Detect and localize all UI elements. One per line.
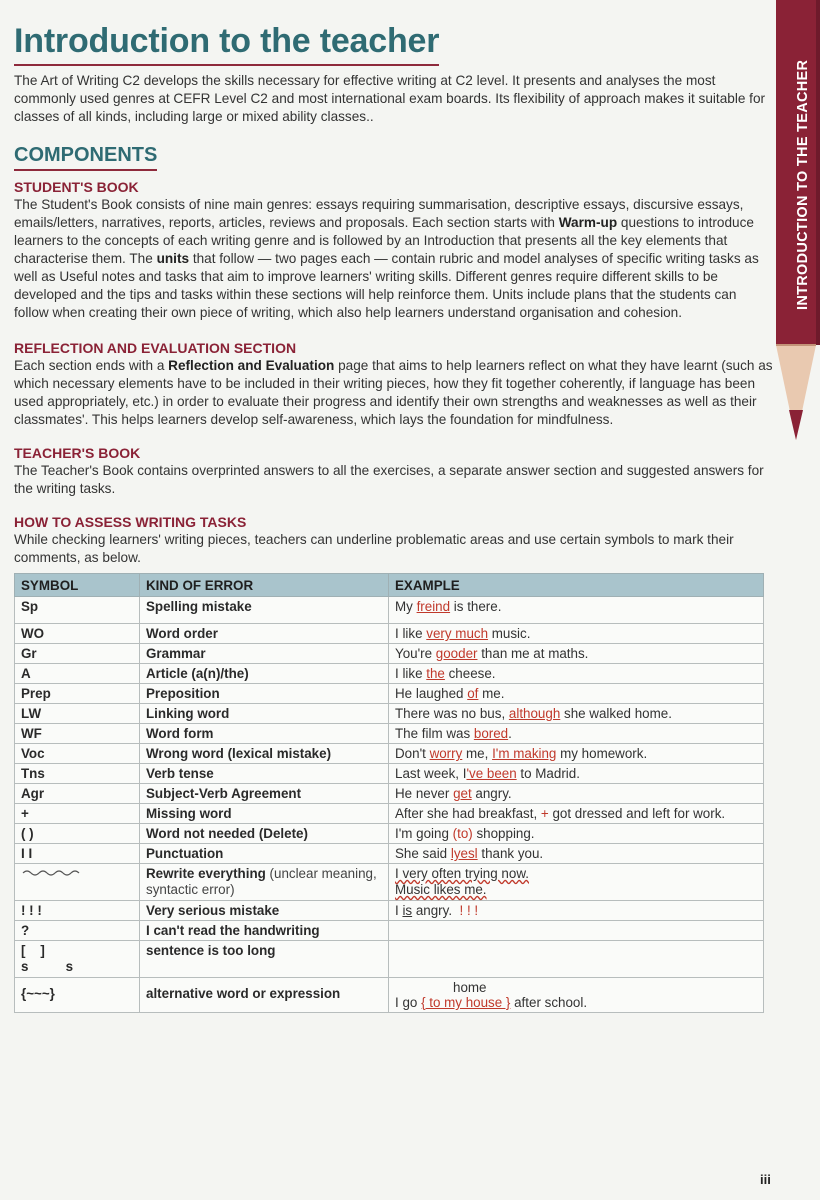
- error-highlight: 've been: [466, 766, 517, 781]
- error-highlight: freind: [416, 599, 451, 614]
- error-highlight: +: [540, 806, 549, 821]
- table-row: [15, 844, 764, 864]
- example-text: music.: [488, 626, 531, 641]
- symbol-cell: [15, 864, 140, 901]
- example-cell: [389, 824, 764, 844]
- kind-cell: Grammar: [140, 644, 389, 664]
- example-text: I like: [395, 666, 427, 681]
- example-cell: [389, 844, 764, 864]
- kind-cell: Preposition: [140, 684, 389, 704]
- symbol-cell: Gr: [15, 644, 140, 664]
- teachers-book-section: [14, 445, 774, 498]
- example-text: I'm going: [395, 826, 453, 841]
- example-cell: [389, 597, 764, 624]
- example-line: Music likes me.: [395, 882, 487, 897]
- example-text: You're: [395, 646, 436, 661]
- kind-cell: Punctuation: [140, 844, 389, 864]
- symbol-cell: ! ! !: [15, 901, 140, 921]
- error-highlight: of: [467, 686, 479, 701]
- error-highlight: is: [402, 903, 413, 918]
- kind-cell: Word order: [140, 624, 389, 644]
- example-text: angry.: [471, 786, 512, 801]
- table-row: [15, 744, 764, 764]
- kind-label: Rewrite everything: [146, 866, 266, 881]
- example-cell: [389, 921, 764, 941]
- kind-cell: Word form: [140, 724, 389, 744]
- example-text: I: [395, 903, 403, 918]
- table-row: [15, 784, 764, 804]
- kind-cell: Article (a(n)/the): [140, 664, 389, 684]
- example-text: got dressed and left for work.: [548, 806, 726, 821]
- error-highlight: very much: [426, 626, 489, 641]
- example-cell: [389, 941, 764, 978]
- example-text: I go: [395, 995, 422, 1010]
- side-tab-label: INTRODUCTION TO THE TEACHER: [795, 59, 811, 310]
- symbol-cell: Prep: [15, 684, 140, 704]
- assess-heading: HOW TO ASSESS WRITING TASKS: [14, 514, 247, 530]
- symbol-cell: Sp: [15, 597, 140, 624]
- error-highlight: get: [453, 786, 472, 801]
- example-text: than me at maths.: [477, 646, 589, 661]
- reflection-text: Each section ends with a Reflection and Evaluation page that aims to help learners reflect on what they have learnt (such as which necessary elements have to be included in their writing pieces, how they fit together coherently, if language has been used appropriately, etc.) in order to evaluate their progress and identify their own strengths and weaknesses as well as their classmates'. This helps learners develop self-awareness, which lays the foundation for mindfulness.: [14, 358, 773, 427]
- example-text: angry.: [412, 903, 453, 918]
- example-cell: [389, 664, 764, 684]
- table-row: [15, 978, 764, 1013]
- symbol-cell: WO: [15, 624, 140, 644]
- symbol-cell: Voc: [15, 744, 140, 764]
- table-header-row: [15, 574, 764, 597]
- kind-cell: Very serious mistake: [140, 901, 389, 921]
- reflection-section: [14, 340, 774, 429]
- replacement-word: home: [453, 980, 487, 995]
- error-highlight: I'm making: [492, 746, 557, 761]
- table-row: [15, 901, 764, 921]
- example-text: I like: [395, 626, 427, 641]
- example-cell: [389, 744, 764, 764]
- page-content: [14, 22, 774, 1013]
- symbol-cell: Agr: [15, 784, 140, 804]
- kind-note: (unclear meaning, syntactic error): [146, 866, 377, 897]
- error-highlight: bored: [473, 726, 509, 741]
- example-cell: [389, 784, 764, 804]
- example-text: He laughed: [395, 686, 468, 701]
- example-text: me,: [462, 746, 493, 761]
- example-cell: [389, 864, 764, 901]
- table-row: [15, 644, 764, 664]
- kind-cell: Spelling mistake: [140, 597, 389, 624]
- example-text: He never: [395, 786, 454, 801]
- error-highlight: although: [508, 706, 561, 721]
- example-text: me.: [478, 686, 505, 701]
- example-text: My: [395, 599, 417, 614]
- students-book-section: [14, 179, 774, 322]
- symbol-cell: +: [15, 804, 140, 824]
- example-text: is there.: [450, 599, 502, 614]
- example-cell: [389, 624, 764, 644]
- example-text: She said: [395, 846, 451, 861]
- header-kind: KIND OF ERROR: [140, 574, 389, 597]
- symbol-cell: [ ] s s: [15, 941, 140, 978]
- assess-text: While checking learners' writing pieces, teachers can underline problematic areas and use certain symbols to mark their comments, as below.: [14, 532, 734, 565]
- example-text: Last week, I: [395, 766, 467, 781]
- error-highlight: gooder: [435, 646, 478, 661]
- example-line: I very often trying now.: [395, 866, 529, 881]
- kind-cell: I can't read the handwriting: [140, 921, 389, 941]
- example-text: The film was: [395, 726, 474, 741]
- components-heading: COMPONENTS: [14, 144, 157, 171]
- table-row: [15, 804, 764, 824]
- example-text: shopping.: [472, 826, 535, 841]
- page-number: iii: [760, 1172, 771, 1187]
- table-row: [15, 624, 764, 644]
- example-text: .: [508, 726, 512, 741]
- example-text: after school.: [510, 995, 588, 1010]
- symbol-cell: ( ): [15, 824, 140, 844]
- error-highlight: { to my house }: [421, 995, 511, 1010]
- example-text: There was no bus,: [395, 706, 509, 721]
- symbol-cell: A: [15, 664, 140, 684]
- error-highlight: lyesl: [450, 846, 478, 861]
- table-row: [15, 704, 764, 724]
- example-cell: [389, 901, 764, 921]
- header-example: EXAMPLE: [389, 574, 764, 597]
- example-cell: [389, 804, 764, 824]
- example-text: cheese.: [444, 666, 496, 681]
- teachers-book-text: The Teacher's Book contains overprinted answers to all the exercises, a separate answer section and suggested answers for the writing tasks.: [14, 463, 764, 496]
- kind-cell: Word not needed (Delete): [140, 824, 389, 844]
- assess-section: [14, 514, 774, 567]
- error-marks: ! ! !: [452, 903, 479, 918]
- students-book-text: The Student's Book consists of nine main genres: essays requiring summarisation, descriptive essays, discursive essays, emails/letters, narratives, reports, articles, reviews and proposals. Each section starts with Warm-up questions to introduce learners to the concepts of each writing genre and is followed by an Introduction that presents all the key elements that characterise them. The units that follow — two pages each — contain rubric and model analyses of specific writing tasks as well as Useful notes and tasks that aim to improve learners' writing skills. Different genres require different skills to be developed and the tips and tasks within these sections will help reinforce them. Units include plans that the students can follow when creating their own piece of writing, which also help learners understand organisation and cohesion.: [14, 197, 759, 320]
- page-title: Introduction to the teacher: [14, 22, 439, 66]
- example-cell: [389, 704, 764, 724]
- symbol-cell: Tns: [15, 764, 140, 784]
- teachers-book-heading: TEACHER'S BOOK: [14, 445, 141, 461]
- error-highlight: worry: [429, 746, 463, 761]
- wavy-line-icon: [21, 868, 87, 878]
- example-text: thank you.: [477, 846, 544, 861]
- header-symbol: SYMBOL: [15, 574, 140, 597]
- table-row: [15, 597, 764, 624]
- symbol-cell: ?: [15, 921, 140, 941]
- symbol-cell: I I: [15, 844, 140, 864]
- example-cell: [389, 644, 764, 664]
- example-cell: [389, 978, 764, 1013]
- kind-cell: [140, 864, 389, 901]
- table-row: [15, 864, 764, 901]
- example-text: my homework.: [556, 746, 648, 761]
- example-cell: [389, 724, 764, 744]
- students-book-heading: STUDENT'S BOOK: [14, 179, 139, 195]
- kind-cell: Missing word: [140, 804, 389, 824]
- table-row: [15, 724, 764, 744]
- table-row: [15, 921, 764, 941]
- example-text: she walked home.: [560, 706, 672, 721]
- example-text: to Madrid.: [516, 766, 580, 781]
- kind-cell: sentence is too long: [140, 941, 389, 978]
- kind-cell: Verb tense: [140, 764, 389, 784]
- example-text: After she had breakfast,: [395, 806, 541, 821]
- intro-paragraph: The Art of Writing C2 develops the skills necessary for effective writing at C2 level. It presents and analyses the most commonly used genres at CEFR Level C2 and most international exam boards. Its flexibility of approach makes it suitable for classes of all kinds, including large or mixed ability classes..: [14, 73, 766, 124]
- kind-cell: Linking word: [140, 704, 389, 724]
- kind-cell: Subject-Verb Agreement: [140, 784, 389, 804]
- table-row: [15, 684, 764, 704]
- error-symbols-table: [14, 573, 764, 1013]
- example-text: Don't: [395, 746, 430, 761]
- example-cell: [389, 764, 764, 784]
- table-row: [15, 764, 764, 784]
- symbol-cell: {~~~}: [15, 978, 140, 1013]
- table-row: [15, 824, 764, 844]
- error-highlight: (to): [452, 826, 473, 841]
- reflection-heading: REFLECTION AND EVALUATION SECTION: [14, 340, 297, 356]
- example-cell: [389, 684, 764, 704]
- symbol-cell: WF: [15, 724, 140, 744]
- error-highlight: the: [426, 666, 445, 681]
- kind-cell: alternative word or expression: [140, 978, 389, 1013]
- table-row: [15, 664, 764, 684]
- table-body: [15, 597, 764, 1013]
- table-row: [15, 941, 764, 978]
- kind-cell: Wrong word (lexical mistake): [140, 744, 389, 764]
- symbol-cell: LW: [15, 704, 140, 724]
